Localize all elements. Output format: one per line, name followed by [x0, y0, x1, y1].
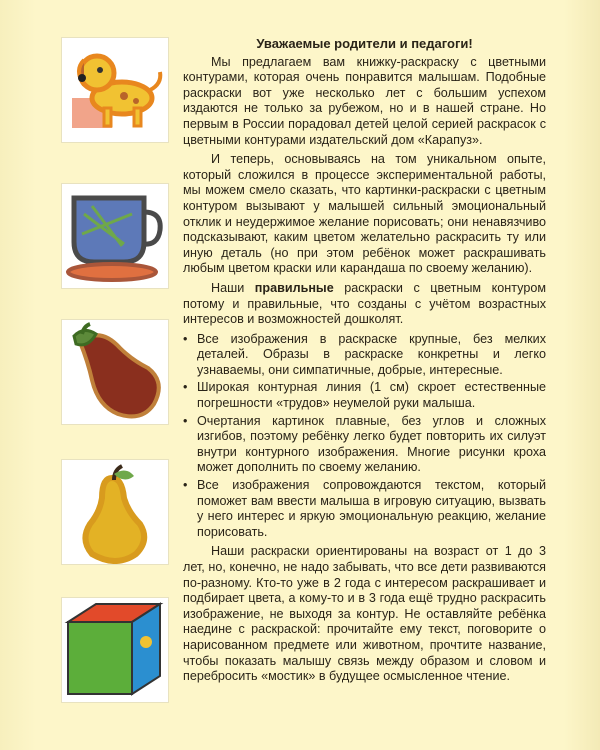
- paragraph-experience: И теперь, основываясь на том уникальном опыте, который сложился в процессе экспериментальной работы, мы можем смело сказать, что картинки-раскраски с цветным контуром вызывают у малышей сильный эмоциональный отклик и неудержимое желание порисовать; они ненавязчиво подсказывают, каким цветом желательно раскрасить ту или иную деталь (но при этом ребёнок может раскрашивать любым цветом краски или карандаша по своему желанию).: [183, 152, 546, 276]
- paragraph-intro: Мы предлагаем вам книжку-раскраску с цветными контурами, которая очень понравится малышам. Подобные раскраски вот уже несколько лет с большим успехом издаются не только за рубежом, но и в нашей стране. Но первым в России порадовал детей целой серией раскрасок с цветными контурами издательский дом «Карапуз».: [183, 54, 546, 147]
- paragraph-right-coloring: [183, 281, 546, 328]
- p3-bold: правильные: [254, 280, 334, 295]
- eggplant-drawing-icon: [62, 320, 168, 424]
- cube-drawing-icon: [62, 598, 168, 702]
- list-item: • Широкая контурная линия (1 см) скроет естественные погрешности «трудов» неумелой руки малыша.: [183, 380, 546, 411]
- p3-after: раскраски с цветным контуром потому и правильные, что созданы с учётом возрастных интересов и возможностей дошколят.: [183, 280, 546, 327]
- dog-drawing-icon: [62, 38, 168, 142]
- features-list: [183, 332, 546, 541]
- letter-body: [183, 36, 546, 689]
- list-item: • Все изображения сопровождаются текстом, который поможет вам ввести малыша в игровую ситуацию, вызвать у него интерес и яркую эмоциональную реакцию, желание порисовать.: [183, 478, 546, 540]
- cup-drawing-icon: [62, 184, 168, 288]
- list-item: • Все изображения в раскраске крупные, без мелких деталей. Образы в раскраске конкретны и легко узнаваемы, они симпатичные, добрые, интересные.: [183, 332, 546, 379]
- pear-drawing-icon: [62, 460, 168, 564]
- paragraph-closing: Наши раскраски ориентированы на возраст от 1 до 3 лет, но, конечно, не надо забывать, что все дети развиваются по-разному. Кто-то уже в 2 года с интересом раскрашивает и подбирает цвета, а кому-то и в 3 года ещё трудно раскрасить изображение, не выходя за контур. Не оставляйте ребёнка наедине с раскраской: прочитайте ему текст, поговорите о нарисованном предмете или животном, прочтите название, чтобы показать малышу связь между образом и словом и перебросить «мостик» в будущее осмысленное чтение.: [183, 544, 546, 684]
- p3-before: Наши: [211, 280, 255, 295]
- list-item: • Очертания картинок плавные, без углов и сложных изгибов, поэтому ребёнку легко будет повторить их силуэт внутри контурного изображения. Многие рисунки кроха может дополнить по своему желанию.: [183, 414, 546, 476]
- page-title: Уважаемые родители и педагоги!: [256, 36, 473, 51]
